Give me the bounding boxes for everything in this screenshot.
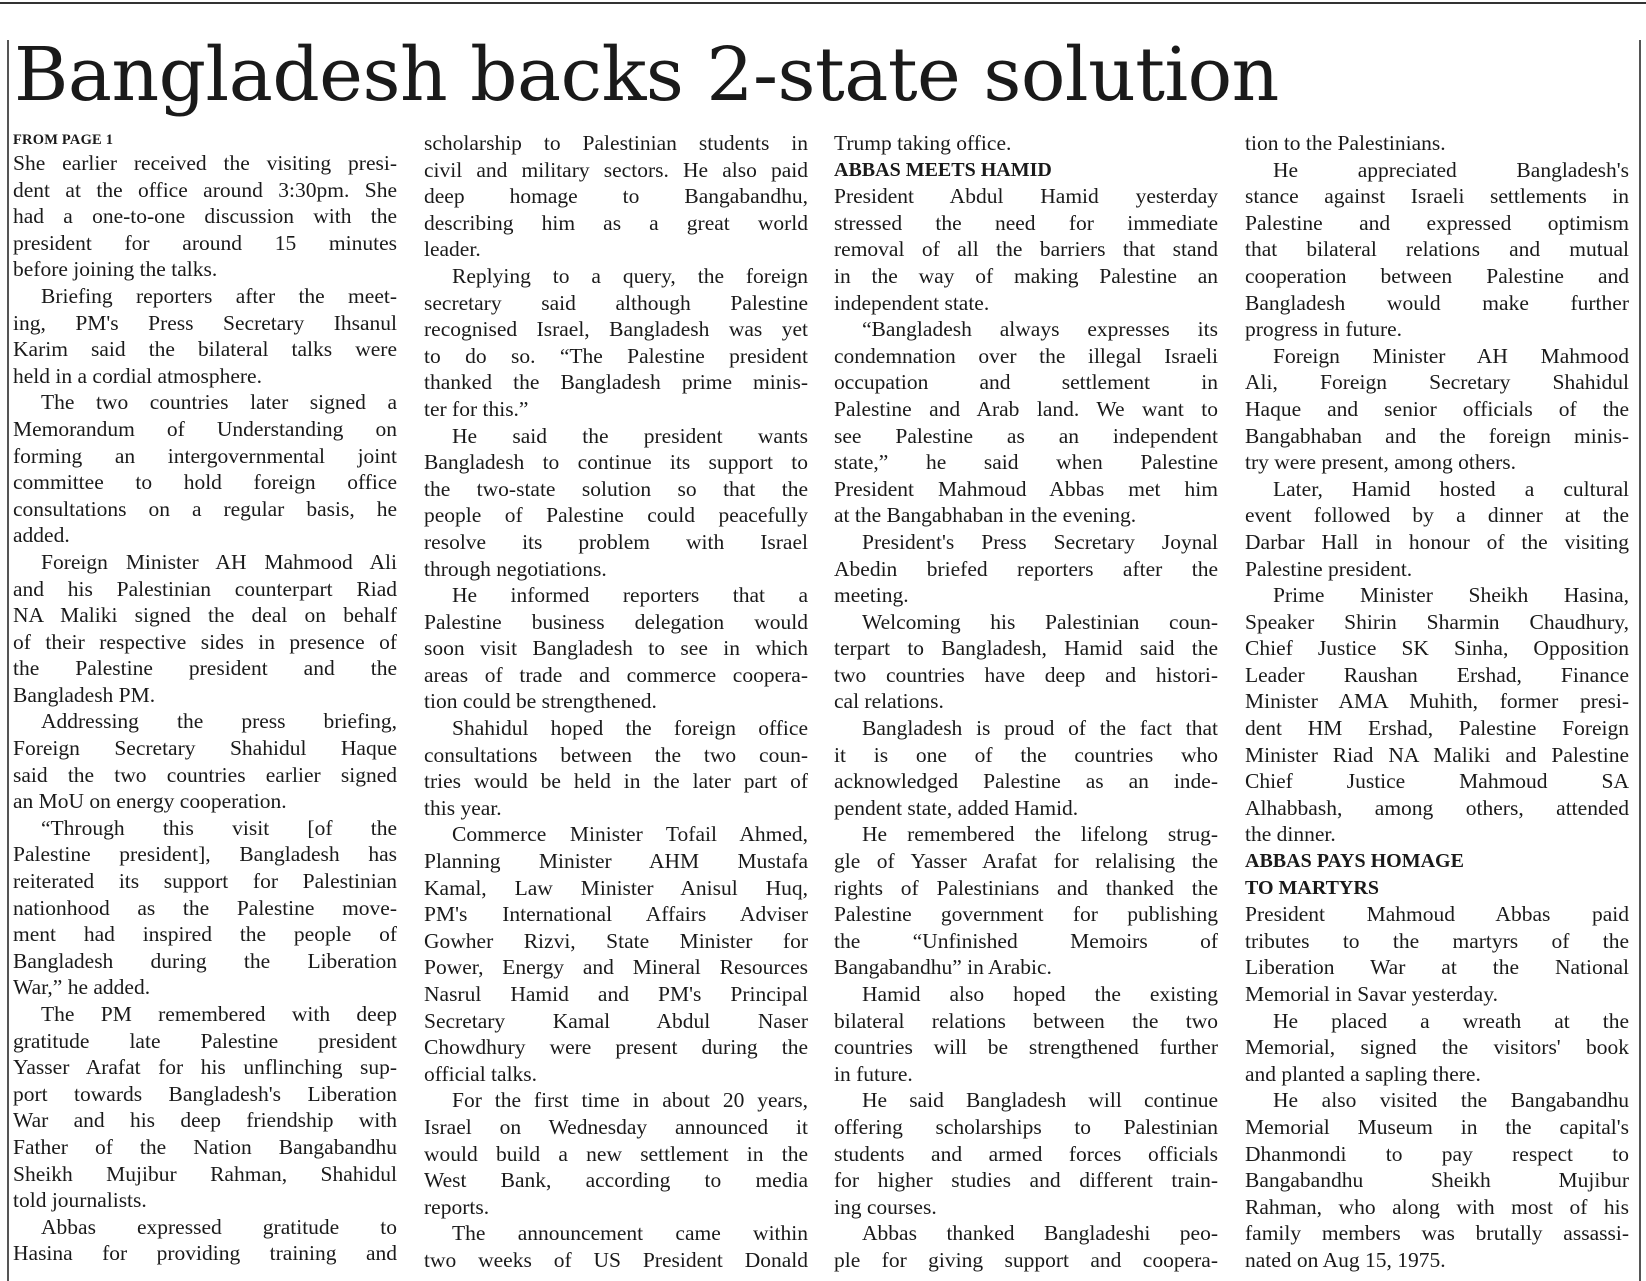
text-line: Bangabandhu” in Arabic. — [834, 955, 1052, 980]
text-line: ter for this.” — [424, 396, 529, 421]
text-line: Foreign Minister AH Mahmood Ali — [41, 549, 397, 574]
text-line: it is one of the countries who — [834, 742, 1218, 767]
text-line: He remembered the lifelong strug- — [862, 822, 1218, 847]
text-line: She earlier received the visiting presi- — [13, 151, 397, 175]
text-line: ple for giving support and coopera- — [834, 1247, 1218, 1272]
text-line: Abedin briefed reporters after the — [834, 556, 1218, 581]
text-line: nationhood as the Palestine move- — [13, 895, 397, 920]
text-line: West Bank, according to media — [424, 1168, 808, 1193]
text-line: meeting. — [834, 583, 909, 608]
subhead-to-martyrs: TO MARTYRS — [1245, 876, 1379, 899]
text-line: describing him as a great world — [424, 210, 808, 235]
text-line: Trump taking office. — [834, 131, 1012, 155]
column-3-body-top — [834, 130, 1218, 157]
text-line: ment had inspired the people of — [13, 922, 397, 947]
text-line: War,” he added. — [13, 975, 151, 1000]
text-line: acknowledged Palestine as an inde- — [834, 769, 1218, 794]
text-line: Palestine president], Bangladesh has — [13, 842, 397, 867]
text-line: students and armed forces officials — [834, 1141, 1218, 1166]
text-line: and his Palestinian counterpart Riad — [13, 576, 397, 601]
text-line: He appreciated Bangladesh's — [1273, 157, 1629, 182]
text-line: Father of the Nation Bangabandhu — [13, 1134, 397, 1159]
text-line: the two-state solution so that the — [424, 476, 808, 501]
article-column-2 — [424, 130, 808, 1281]
text-line: ing courses. — [834, 1194, 937, 1219]
text-line: Memorial in Savar yesterday. — [1245, 982, 1498, 1006]
text-line: Memorial, signed the visitors' book — [1245, 1035, 1629, 1060]
text-line: president for around 15 minutes — [13, 230, 397, 255]
text-line: resolve its problem with Israel — [424, 529, 808, 554]
column-3-body — [834, 183, 1218, 1273]
text-line: the dinner. — [1245, 822, 1336, 847]
text-line: stance against Israeli settlements in — [1245, 184, 1629, 209]
text-line: the “Unfinished Memoirs of — [834, 928, 1218, 953]
text-line: offering scholarships to Palestinian — [834, 1114, 1218, 1139]
text-line: Palestine government for publishing — [834, 902, 1218, 927]
text-line: pendent state, added Hamid. — [834, 795, 1079, 820]
text-line: Addressing the press briefing, — [41, 709, 397, 734]
text-line: Darbar Hall in honour of the visiting — [1245, 529, 1629, 554]
text-line: Bangladesh during the Liberation — [13, 948, 397, 973]
text-line: stressed the need for immediate — [834, 210, 1218, 235]
text-line: President Mahmoud Abbas paid — [1245, 902, 1629, 927]
text-line: in future. — [834, 1061, 913, 1086]
text-line: Welcoming his Palestinian coun- — [862, 609, 1218, 634]
text-line: Secretary Kamal Abdul Naser — [424, 1008, 808, 1033]
text-line: Rahman, who along with most of his — [1245, 1194, 1629, 1219]
article-column-4 — [1245, 130, 1629, 1281]
text-line: thanked the Bangladesh prime minis- — [424, 370, 808, 395]
text-line: had a one-to-one discussion with the — [13, 204, 397, 229]
text-line: terpart to Bangladesh, Hamid said the — [834, 636, 1218, 661]
text-line: tries would be held in the later part of — [424, 769, 808, 794]
text-line: consultations between the two coun- — [424, 742, 808, 767]
text-line: Abbas expressed gratitude to — [41, 1214, 397, 1239]
text-line: Alhabbash, among others, attended — [1245, 795, 1629, 820]
text-line: President Mahmoud Abbas met him — [834, 476, 1218, 501]
text-line: condemnation over the illegal Israeli — [834, 343, 1218, 368]
text-line: leader. — [424, 237, 481, 262]
text-line: nated on Aug 15, 1975. — [1245, 1247, 1446, 1272]
text-line: Israel on Wednesday announced it — [424, 1114, 808, 1139]
article-column-3 — [834, 130, 1218, 1281]
text-line: cooperation between Palestine and — [1245, 263, 1629, 288]
text-line: Prime Minister Sheikh Hasina, — [1273, 583, 1629, 608]
text-line: reports. — [424, 1194, 490, 1219]
text-line: see Palestine as an independent — [834, 423, 1218, 448]
text-line: Dhanmondi to pay respect to — [1245, 1141, 1629, 1166]
text-line: tion to the Palestinians. — [1245, 131, 1446, 155]
text-line: Memorandum of Understanding on — [13, 416, 397, 441]
text-line: two weeks of US President Donald — [424, 1247, 808, 1272]
text-line: tion could be strengthened. — [424, 689, 657, 714]
text-line: Palestine and Arab land. We want to — [834, 396, 1218, 421]
text-line: Palestine business delegation would — [424, 609, 808, 634]
right-border-rule — [1639, 40, 1641, 1281]
text-line: gle of Yasser Arafat for relalising the — [834, 849, 1218, 874]
text-line: Sheikh Mujibur Rahman, Shahidul — [13, 1161, 397, 1186]
text-line: He placed a wreath at the — [1273, 1008, 1629, 1033]
text-line: port towards Bangladesh's Liberation — [13, 1081, 397, 1106]
text-line: Liberation War at the National — [1245, 955, 1629, 980]
text-line: to do so. “The Palestine president — [424, 343, 808, 368]
text-line: state,” he said when Palestine — [834, 450, 1218, 475]
text-line: held in a cordial atmosphere. — [13, 363, 262, 388]
text-line: forming an intergovernmental joint — [13, 443, 397, 468]
text-line: that bilateral relations and mutual — [1245, 237, 1629, 262]
text-line: rights of Palestinians and thanked the — [834, 875, 1218, 900]
text-line: said the two countries earlier signed — [13, 762, 397, 787]
text-line: for higher studies and different train- — [834, 1168, 1218, 1193]
text-line: removal of all the barriers that stand — [834, 237, 1218, 262]
text-line: Yasser Arafat for his unflinching sup- — [13, 1055, 397, 1080]
text-line: told journalists. — [13, 1188, 147, 1213]
text-line: Foreign Minister AH Mahmood — [1273, 343, 1629, 368]
text-line: Memorial Museum in the capital's — [1245, 1114, 1629, 1139]
text-line: official talks. — [424, 1061, 538, 1086]
text-line: consultations on a regular basis, he — [13, 496, 397, 521]
text-line: Bangladesh would make further — [1245, 290, 1629, 315]
text-line: President Abdul Hamid yesterday — [834, 184, 1218, 209]
text-line: two countries have deep and histori- — [834, 662, 1218, 687]
text-line: at the Bangabhaban in the evening. — [834, 503, 1137, 528]
text-line: Chowdhury were present during the — [424, 1035, 808, 1060]
text-line: Hamid also hoped the existing — [862, 982, 1218, 1006]
text-line: Commerce Minister Tofail Ahmed, — [452, 822, 808, 847]
text-line: Later, Hamid hosted a cultural — [1273, 476, 1629, 501]
text-line: soon visit Bangladesh to see in which — [424, 636, 808, 661]
text-line: Abbas thanked Bangladeshi peo- — [862, 1221, 1218, 1246]
subhead-abbas-meets-hamid: ABBAS MEETS HAMID — [834, 158, 1052, 181]
text-line: dent HM Ershad, Palestine Foreign — [1245, 716, 1629, 741]
text-line: try were present, among others. — [1245, 450, 1517, 475]
text-line: committee to hold foreign office — [13, 470, 397, 495]
text-line: progress in future. — [1245, 317, 1403, 342]
column-4-body — [1245, 901, 1629, 1273]
left-border-rule — [7, 40, 9, 1281]
text-line: of their respective sides in presence of — [13, 629, 397, 654]
text-line: people of Palestine could peacefully — [424, 503, 808, 528]
text-line: tributes to the martyrs of the — [1245, 928, 1629, 953]
text-line: Minister Riad NA Maliki and Palestine — [1245, 742, 1629, 767]
text-line: Foreign Secretary Shahidul Haque — [13, 736, 397, 761]
text-line: President's Press Secretary Joynal — [862, 529, 1218, 554]
kicker-from-page-1: FROM PAGE 1 — [13, 132, 114, 148]
text-line: Palestine and expressed optimism — [1245, 210, 1629, 235]
headline: Bangladesh backs 2-state solution — [14, 32, 1279, 118]
text-line: Gowher Rizvi, State Minister for — [424, 928, 808, 953]
text-line: would build a new settlement in the — [424, 1141, 808, 1166]
column-2-body — [424, 130, 808, 1274]
text-line: deep homage to Bangabandhu, — [424, 184, 808, 209]
text-line: bilateral relations between the two — [834, 1008, 1218, 1033]
text-line: Speaker Shirin Sharmin Chaudhury, — [1245, 609, 1629, 634]
text-line: areas of trade and commerce coopera- — [424, 662, 808, 687]
text-line: Minister AMA Muhith, former presi- — [1245, 689, 1629, 714]
top-border-rule — [0, 2, 1646, 4]
column-4-body-top — [1245, 130, 1629, 848]
text-line: Nasrul Hamid and PM's Principal — [424, 982, 808, 1006]
text-line: civil and military sectors. He also paid — [424, 157, 808, 182]
text-line: “Through this visit [of the — [41, 815, 397, 840]
text-line: Palestine president. — [1245, 556, 1413, 581]
text-line: added. — [13, 523, 70, 548]
text-line: Kamal, Law Minister Anisul Huq, — [424, 875, 808, 900]
text-line: Planning Minister AHM Mustafa — [424, 849, 808, 874]
text-line: Chief Justice Mahmoud SA — [1245, 769, 1629, 794]
text-line: He said the president wants — [452, 423, 808, 448]
text-line: cal relations. — [834, 689, 944, 714]
text-line: event followed by a dinner at the — [1245, 503, 1629, 528]
text-line: in the way of making Palestine an — [834, 263, 1218, 288]
subhead-abbas-pays-homage: ABBAS PAYS HOMAGE — [1245, 850, 1464, 873]
text-line: reiterated its support for Palestinian — [13, 869, 397, 894]
article-column-1 — [13, 130, 397, 1281]
text-line: ing, PM's Press Secretary Ihsanul — [13, 310, 397, 335]
text-line: “Bangladesh always expresses its — [862, 317, 1218, 342]
text-line: this year. — [424, 795, 502, 820]
text-line: Bangladesh is proud of the fact that — [862, 716, 1218, 741]
text-line: and planted a sapling there. — [1245, 1061, 1481, 1086]
text-line: Bangabhaban and the foreign minis- — [1245, 423, 1629, 448]
text-line: Bangladesh PM. — [13, 682, 156, 707]
text-line: PM's International Affairs Adviser — [424, 902, 808, 927]
text-line: Leader Raushan Ershad, Finance — [1245, 662, 1629, 687]
text-line: gratitude late Palestine president — [13, 1028, 397, 1053]
text-line: Briefing reporters after the meet- — [41, 283, 397, 308]
text-line: independent state. — [834, 290, 990, 315]
text-line: Karim said the bilateral talks were — [13, 337, 397, 362]
text-line: secretary said although Palestine — [424, 290, 808, 315]
text-line: NA Maliki signed the deal on behalf — [13, 603, 397, 628]
text-line: Replying to a query, the foreign — [452, 263, 808, 288]
text-line: He informed reporters that a — [452, 583, 808, 608]
text-line: the Palestine president and the — [13, 656, 397, 681]
text-line: scholarship to Palestinian students in — [424, 131, 808, 155]
text-line: Power, Energy and Mineral Resources — [424, 955, 808, 980]
text-line: The PM remembered with deep — [41, 1002, 397, 1026]
text-line: The announcement came within — [452, 1221, 808, 1246]
text-line: Bangladesh to continue its support to — [424, 450, 808, 475]
text-line: He also visited the Bangabandhu — [1273, 1088, 1629, 1113]
text-line: through negotiations. — [424, 556, 607, 581]
text-line: family members was brutally assassi- — [1245, 1221, 1629, 1246]
text-line: The two countries later signed a — [41, 390, 397, 415]
text-line: Haque and senior officials of the — [1245, 396, 1629, 421]
text-line: Shahidul hoped the foreign office — [452, 716, 808, 741]
text-line: an MoU on energy cooperation. — [13, 789, 287, 814]
text-line: He said Bangladesh will continue — [862, 1088, 1218, 1113]
text-line: countries will be strengthened further — [834, 1035, 1218, 1060]
text-line: Chief Justice SK Sinha, Opposition — [1245, 636, 1629, 661]
text-line: before joining the talks. — [13, 257, 218, 282]
text-line: dent at the office around 3:30pm. She — [13, 177, 397, 202]
text-line: Ali, Foreign Secretary Shahidul — [1245, 370, 1629, 395]
text-line: Hasina for providing training and — [13, 1241, 397, 1266]
column-1-body — [13, 150, 397, 1267]
text-line: recognised Israel, Bangladesh was yet — [424, 317, 808, 342]
text-line: For the first time in about 20 years, — [452, 1088, 808, 1113]
text-line: War and his deep friendship with — [13, 1108, 397, 1133]
text-line: occupation and settlement in — [834, 370, 1218, 395]
text-line: Bangabandhu Sheikh Mujibur — [1245, 1168, 1629, 1193]
